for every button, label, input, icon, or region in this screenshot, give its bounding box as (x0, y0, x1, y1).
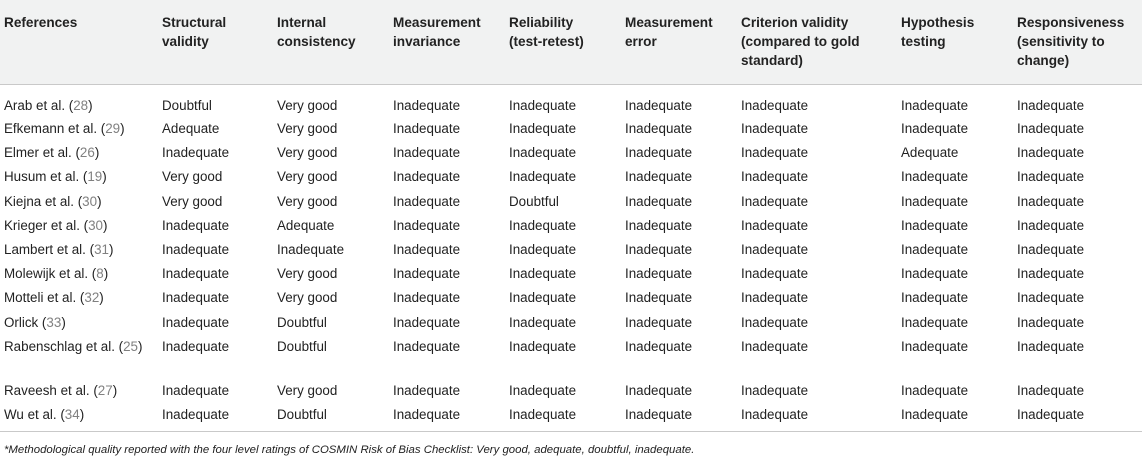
reference-name: Husum et al. ( (4, 169, 88, 185)
column-header (897, 0, 1013, 84)
rating-cell: Inadequate (1017, 338, 1085, 354)
column-header-line: validity (162, 34, 209, 49)
table-row (0, 405, 1142, 432)
rating-cell: Inadequate (162, 338, 230, 354)
rating-cell: Inadequate (625, 193, 693, 209)
column-header-line: (compared to gold (741, 34, 860, 49)
reference-cell (0, 192, 158, 216)
rating-cell: Inadequate (741, 266, 809, 282)
rating-cell: Inadequate (162, 241, 230, 257)
reference-name: Krieger et al. ( (4, 217, 89, 233)
rating-cell: Inadequate (741, 290, 809, 306)
column-header-line: testing (901, 34, 946, 49)
rating-cell: Inadequate (393, 217, 461, 233)
rating-cell: Inadequate (625, 382, 693, 398)
rating-cell: Doubtful (277, 406, 327, 422)
header-row (0, 0, 1142, 84)
reference-number-link[interactable]: 33 (46, 314, 62, 330)
reference-name: Kiejna et al. ( (4, 193, 83, 209)
rating-cell: Inadequate (901, 169, 969, 185)
reference-number-link[interactable]: 27 (97, 382, 113, 398)
rating-cell: Inadequate (901, 338, 969, 354)
rating-cell: Inadequate (393, 406, 461, 422)
rating-cell: Inadequate (162, 145, 230, 161)
column-header-line: Measurement (625, 15, 713, 30)
reference-number-link[interactable]: 30 (82, 193, 98, 209)
rating-cell: Inadequate (509, 169, 577, 185)
rating-cell: Inadequate (901, 314, 969, 330)
reference-close: ) (97, 193, 102, 209)
column-header-line: Responsiveness (1017, 15, 1125, 30)
reference-cell (0, 288, 158, 312)
rating-cell: Inadequate (509, 290, 577, 306)
rating-cell: Inadequate (393, 241, 461, 257)
reference-close: ) (102, 169, 107, 185)
reference-cell (0, 167, 158, 191)
rating-cell: Inadequate (1017, 241, 1085, 257)
rating-cell: Very good (277, 145, 338, 161)
reference-close: ) (99, 290, 104, 306)
column-header (1013, 0, 1142, 84)
column-header-line: invariance (393, 34, 461, 49)
column-header-line: standard) (741, 53, 803, 68)
rating-cell: Inadequate (625, 338, 693, 354)
rating-cell: Inadequate (393, 266, 461, 282)
rating-cell: Inadequate (901, 406, 969, 422)
rating-cell: Inadequate (1017, 145, 1085, 161)
rating-cell: Inadequate (625, 121, 693, 136)
rating-cell: Inadequate (509, 217, 577, 233)
rating-cell: Inadequate (509, 241, 577, 257)
column-header-line: error (625, 34, 657, 49)
reference-close: ) (79, 406, 85, 422)
rating-cell: Inadequate (393, 193, 461, 209)
rating-cell: Inadequate (625, 217, 693, 233)
column-header-line: (test-retest) (509, 34, 584, 49)
rating-cell: Inadequate (901, 193, 969, 209)
rating-cell: Inadequate (162, 314, 230, 330)
reference-close: ) (94, 145, 100, 161)
reference-number-link[interactable]: 26 (79, 145, 95, 161)
rating-cell: Inadequate (741, 121, 809, 136)
rating-cell: Inadequate (393, 97, 461, 113)
rating-cell: Inadequate (162, 217, 230, 233)
rating-cell: Inadequate (509, 145, 577, 161)
rating-cell: Inadequate (1017, 169, 1085, 185)
rating-cell: Inadequate (509, 266, 577, 282)
rating-cell: Inadequate (741, 338, 809, 354)
rating-cell: Inadequate (1017, 193, 1085, 209)
rating-cell: Inadequate (901, 217, 969, 233)
reference-close: ) (108, 241, 114, 257)
rating-cell: Very good (162, 193, 223, 209)
rating-cell: Inadequate (741, 241, 809, 257)
column-header (158, 0, 273, 84)
rating-cell: Inadequate (625, 241, 693, 257)
reference-close: ) (112, 382, 118, 398)
column-header (505, 0, 621, 84)
table-footnote: *Methodological quality reported with the four level ratings of COSMIN Risk of Bias Checklist: Very good, adequate, doubtful, inadequate. (4, 444, 695, 456)
column-header (273, 0, 389, 84)
table-row (0, 167, 1142, 191)
rating-cell: Very good (277, 290, 338, 306)
rating-cell: Inadequate (1017, 121, 1085, 136)
rating-cell: Doubtful (162, 97, 212, 113)
rating-cell: Inadequate (1017, 406, 1085, 422)
table-header (0, 0, 1142, 84)
rating-cell: Inadequate (509, 406, 577, 422)
rating-cell: Inadequate (509, 97, 577, 113)
table-row (0, 288, 1142, 312)
reference-cell (0, 337, 158, 381)
reference-number-link[interactable]: 25 (123, 338, 139, 354)
reference-number-link[interactable]: 30 (88, 217, 104, 233)
table-row (0, 264, 1142, 288)
rating-cell: Inadequate (741, 193, 809, 209)
rating-cell: Inadequate (162, 382, 230, 398)
rating-cell: Inadequate (901, 290, 969, 306)
column-header (737, 0, 897, 84)
rating-cell: Inadequate (393, 290, 461, 306)
reference-number-link[interactable]: 28 (73, 97, 89, 113)
rating-cell: Very good (162, 169, 223, 185)
reference-cell (0, 84, 158, 119)
table-row (0, 313, 1142, 337)
rating-cell: Inadequate (741, 169, 809, 185)
rating-cell: Inadequate (1017, 382, 1085, 398)
rating-cell: Inadequate (162, 406, 230, 422)
rating-cell: Doubtful (277, 338, 327, 354)
column-header-line: Criterion validity (741, 15, 849, 30)
reference-name: Arab et al. ( (4, 97, 74, 113)
rating-cell: Inadequate (509, 338, 577, 354)
reference-cell (0, 381, 158, 405)
reference-close: ) (120, 121, 125, 136)
rating-cell: Inadequate (509, 314, 577, 330)
reference-close: ) (138, 338, 143, 354)
rating-cell: Inadequate (901, 382, 969, 398)
column-header (0, 0, 158, 84)
rating-cell: Very good (277, 193, 338, 209)
reference-number-link[interactable]: 29 (105, 121, 121, 136)
reference-number-link[interactable]: 32 (84, 290, 100, 306)
column-header (389, 0, 505, 84)
rating-cell: Doubtful (509, 193, 559, 209)
rating-cell: Inadequate (1017, 97, 1085, 113)
rating-cell: Very good (277, 169, 338, 185)
reference-cell (0, 216, 158, 240)
reference-close: ) (61, 314, 66, 330)
reference-name: Molewijk et al. ( (4, 266, 97, 282)
table-row (0, 143, 1142, 167)
rating-cell: Inadequate (393, 145, 461, 161)
rating-cell: Inadequate (901, 97, 969, 113)
reference-name: Raveesh et al. ( (4, 382, 98, 398)
column-header-line: References (4, 15, 78, 30)
table-row (0, 216, 1142, 240)
rating-cell: Inadequate (625, 290, 693, 306)
reference-close: ) (103, 266, 109, 282)
reference-cell (0, 240, 158, 264)
rating-cell: Inadequate (393, 382, 461, 398)
column-header-line: Measurement (393, 15, 481, 30)
table-row (0, 337, 1142, 381)
rating-cell: Very good (277, 121, 338, 136)
rating-cell: Inadequate (741, 145, 809, 161)
reference-close: ) (103, 217, 108, 233)
rating-cell: Inadequate (1017, 314, 1085, 330)
reference-number-link[interactable]: 34 (64, 406, 80, 422)
table-row (0, 381, 1142, 405)
reference-name: Efkemann et al. ( (4, 121, 106, 136)
table-row (0, 84, 1142, 119)
table-body (0, 84, 1142, 431)
rating-cell: Inadequate (509, 382, 577, 398)
rating-cell: Adequate (277, 217, 335, 233)
column-header-line: (sensitivity to (1017, 34, 1105, 49)
reference-cell (0, 405, 158, 432)
rating-cell: Adequate (901, 145, 959, 161)
reference-cell (0, 143, 158, 167)
rating-cell: Very good (277, 97, 338, 113)
column-header-line: Internal (277, 15, 327, 30)
rating-cell: Inadequate (393, 338, 461, 354)
reference-cell (0, 313, 158, 337)
rating-cell: Very good (277, 382, 338, 398)
rating-cell: Inadequate (277, 241, 345, 257)
rating-cell: Inadequate (901, 241, 969, 257)
reference-number-link[interactable]: 8 (96, 266, 104, 282)
reference-name: Lambert et al. ( (4, 241, 95, 257)
reference-name: Motteli et al. ( (4, 290, 85, 306)
rating-cell: Inadequate (1017, 266, 1085, 282)
rating-cell: Inadequate (625, 145, 693, 161)
column-header-line: Reliability (509, 15, 574, 30)
table-row (0, 192, 1142, 216)
rating-cell: Inadequate (393, 169, 461, 185)
rating-cell: Inadequate (393, 314, 461, 330)
rating-cell: Inadequate (741, 382, 809, 398)
rating-cell: Inadequate (741, 217, 809, 233)
column-header (621, 0, 737, 84)
reference-name: Rabenschlag et al. ( (4, 338, 124, 354)
rating-cell: Inadequate (1017, 217, 1085, 233)
reference-name: Elmer et al. ( (4, 145, 80, 161)
reference-number-link[interactable]: 19 (87, 169, 103, 185)
rating-cell: Inadequate (625, 169, 693, 185)
reference-cell (0, 264, 158, 288)
rating-cell: Inadequate (393, 121, 461, 136)
rating-cell: Inadequate (901, 121, 969, 136)
rating-cell: Very good (277, 266, 338, 282)
rating-cell: Inadequate (741, 406, 809, 422)
column-header-line: Structural (162, 15, 227, 30)
reference-cell (0, 119, 158, 143)
reference-name: Orlick ( (4, 314, 47, 330)
rating-cell: Inadequate (625, 266, 693, 282)
table-row (0, 240, 1142, 264)
column-header-line: consistency (277, 34, 356, 49)
rating-cell: Adequate (162, 121, 220, 136)
rating-cell: Inadequate (162, 266, 230, 282)
column-header-line: Hypothesis (901, 15, 975, 30)
reference-number-link[interactable]: 31 (94, 241, 109, 257)
rating-cell: Inadequate (741, 314, 809, 330)
reference-name: Wu et al. ( (4, 406, 65, 422)
rating-cell: Inadequate (509, 121, 577, 136)
rating-cell: Inadequate (162, 290, 230, 306)
table-row (0, 119, 1142, 143)
rating-cell: Inadequate (901, 266, 969, 282)
column-header-line: change) (1017, 53, 1070, 68)
rating-cell: Inadequate (1017, 290, 1085, 306)
reference-close: ) (88, 97, 93, 113)
rating-cell: Inadequate (625, 406, 693, 422)
rating-cell: Inadequate (741, 97, 809, 113)
rating-cell: Inadequate (625, 314, 693, 330)
rating-cell: Doubtful (277, 314, 327, 330)
rating-cell: Inadequate (625, 97, 693, 113)
